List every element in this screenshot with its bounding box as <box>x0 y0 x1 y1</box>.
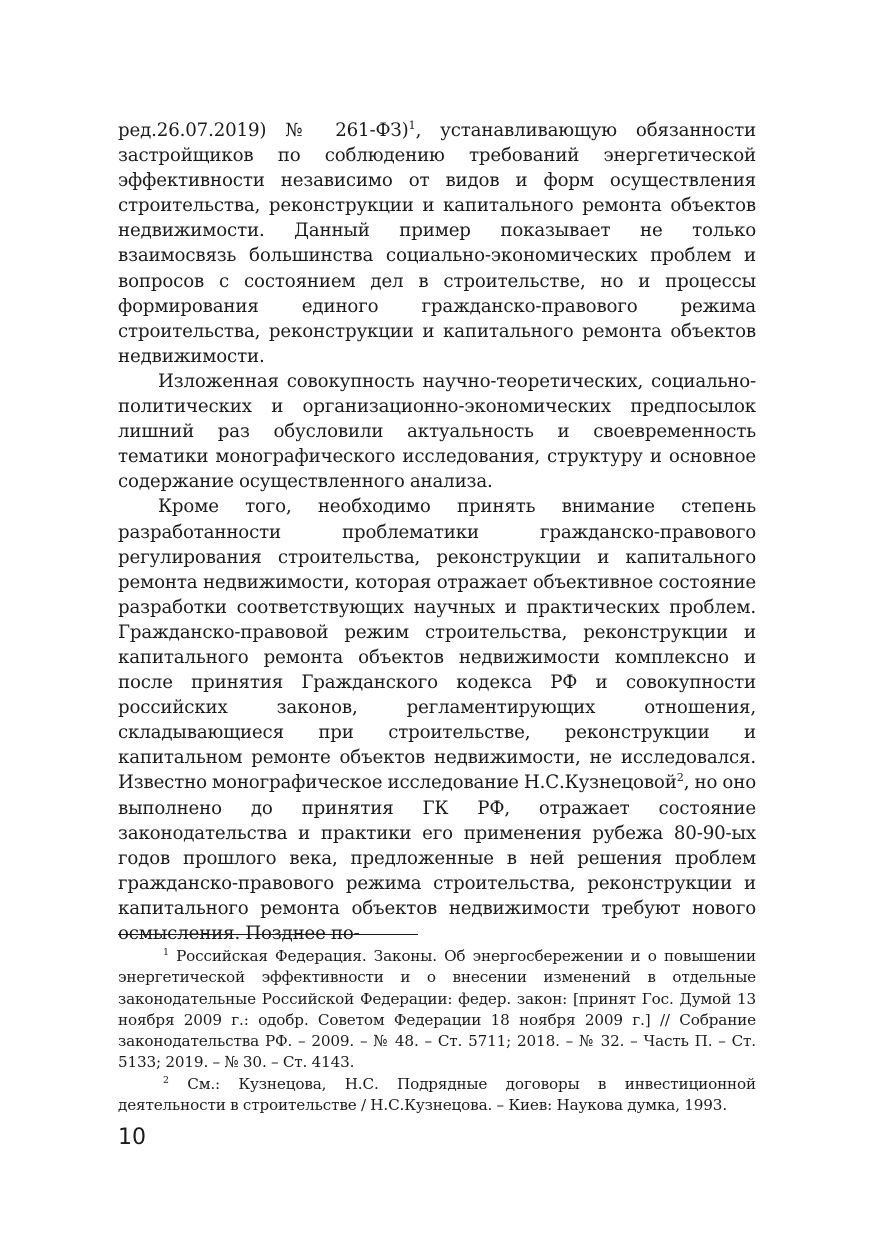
paragraph-1-text-start: ред.26.07.2019) № 261-ФЗ) <box>118 120 409 141</box>
footnote-1 <box>118 946 756 1074</box>
body-text <box>118 118 756 946</box>
paragraph-1 <box>118 118 756 369</box>
footnote-separator <box>118 934 418 935</box>
footnote-ref-2[interactable]: 2 <box>676 771 684 785</box>
footnote-2-text: См.: Кузнецова, Н.С. Подрядные договоры в инвестиционной деятельности в строительстве / Н.С.Кузнецова. – Киев: Наукова думка, 1993. <box>118 1074 756 1115</box>
footnote-1-text: Российская Федерация. Законы. Об энергосбережении и о повышении энергетической эффективности и о внесении изменений в отдельные законодательные Российской Федерации: федер. закон: [принят Гос. Думой 13 ноября 2009 г.: одобр. Советом Федерации 18 ноября 2009 г.] // Собрание законодательства РФ. – 2009. – № 48. – Ст. 5711; 2018. – № 32. – Часть П. – Ст. 5133; 2019. – № 30. – Ст. 4143. <box>118 947 756 1072</box>
footnote-ref-1[interactable]: 1 <box>408 119 416 133</box>
page-body <box>118 118 756 946</box>
paragraph-3 <box>118 494 756 946</box>
paragraph-2: Изложенная совокупность научно-теоретических, социально-политических и организационно-экономических предпосылок лишний раз обусловили актуальность и своевременность тематики монографического исследования, структуру и основное содержание осуществленного анализа. <box>118 370 756 493</box>
footnotes <box>118 946 756 1116</box>
paragraph-1-text-end: , устанавливающую обязанности застройщиков по соблюдению требований энергетической эффективности независимо от видов и форм осуществления строительства, реконструкции и капитального ремонта объектов недвижимости. Данный пример показывает не только взаимосвязь большинства социально-экономических проблем и вопросов с состоянием дел в строительстве, но и процессы формирования единого гражданско-правового режима строительства, реконструкции и капитального ремонта объектов недвижимости. <box>118 120 756 367</box>
page-number: 10 <box>118 1125 146 1150</box>
paragraph-3-text-end: , но оно выполнено до принятия ГК РФ, отражает состояние законодательства и практики его применения рубежа 80-90-ых годов прошлого века, предложенные в ней решения проблем гражданско-правового режима строительства, реконструкции и капитального ремонта объектов недвижимости требуют нового осмысления. Позднее по- <box>118 772 756 944</box>
footnote-2 <box>118 1074 756 1117</box>
footnote-2-number: 2 <box>163 1074 169 1086</box>
footnote-1-number: 1 <box>163 947 169 959</box>
paragraph-3-text-start: Кроме того, необходимо принять внимание степень разработанности проблематики гражданско-правового регулирования строительства, реконструкции и капитального ремонта недвижимости, которая отражает объективное состояние разработки соответствующих научных и практических проблем. Гражданско-правовой режим строительства, реконструкции и капитального ремонта объектов недвижимости комплексно и после принятия Гражданского кодекса РФ и совокупности российских законов, регламентирующих отношения, складывающиеся при строительстве, реконструкции и капитальном ремонте объектов недвижимости, не исследовался. Известно монографическое исследование Н.С.Кузнецовой <box>118 496 756 794</box>
